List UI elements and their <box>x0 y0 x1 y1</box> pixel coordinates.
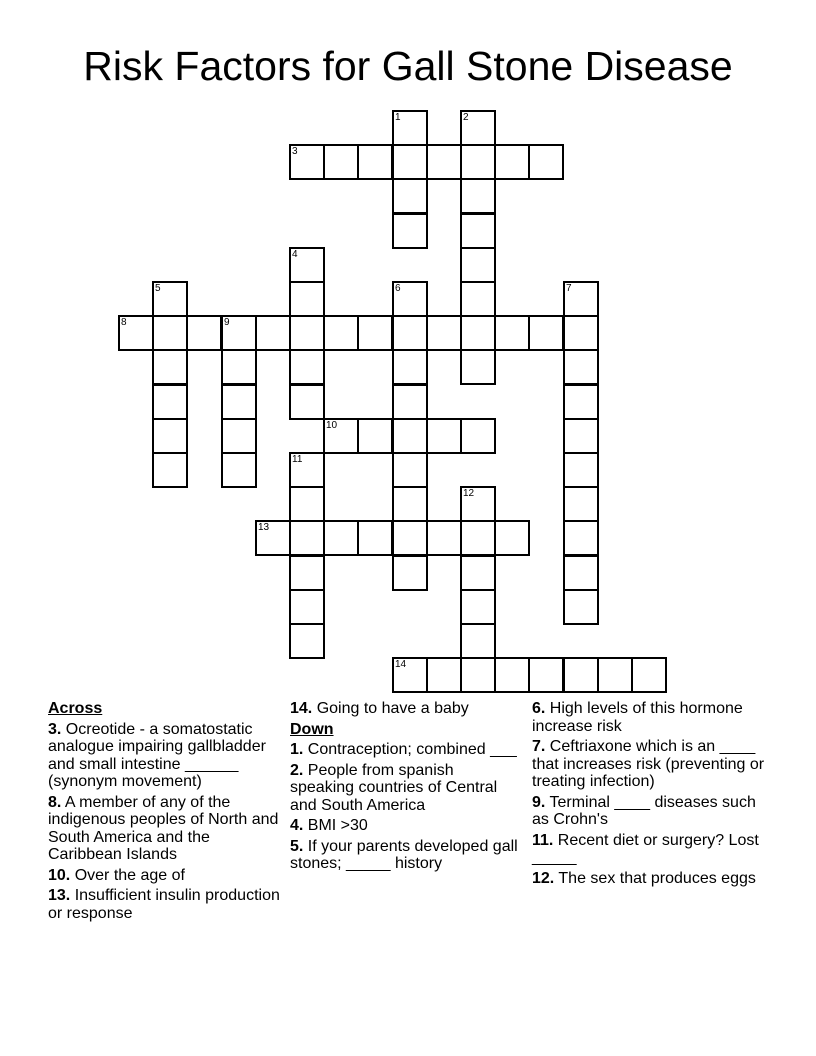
grid-cell[interactable] <box>323 418 359 454</box>
cell-number: 3 <box>292 146 298 157</box>
clues-column-1 <box>48 700 283 925</box>
clue-number: 11. <box>532 831 554 849</box>
cell-number: 4 <box>292 249 298 260</box>
grid-cell[interactable] <box>494 657 530 693</box>
cell-number: 11 <box>292 454 303 465</box>
grid-cell[interactable] <box>221 452 257 488</box>
grid-cell[interactable] <box>392 657 428 693</box>
grid-cell[interactable] <box>392 178 428 214</box>
clue-text: BMI >30 <box>303 817 368 834</box>
clue-down-9 <box>532 794 767 829</box>
grid-cell[interactable] <box>460 623 496 659</box>
clue-number: 5. <box>290 837 304 855</box>
grid-cell[interactable] <box>289 281 325 317</box>
clue-text: People from spanish speaking countries of Central and South America <box>290 761 498 814</box>
clue-text: Ceftriaxone which is an ____ that increases risk (preventing or treating infection) <box>532 738 765 790</box>
grid-cell[interactable] <box>392 281 428 317</box>
grid-cell[interactable] <box>392 452 428 488</box>
grid-cell[interactable] <box>392 144 428 180</box>
cell-number: 7 <box>566 283 572 294</box>
grid-cell[interactable] <box>460 315 496 351</box>
grid-cell[interactable] <box>289 349 325 385</box>
grid-cell[interactable] <box>460 349 496 385</box>
grid-cell[interactable] <box>289 555 325 591</box>
grid-cell[interactable] <box>152 349 188 385</box>
grid-cell[interactable] <box>186 315 222 351</box>
grid-cell[interactable] <box>426 520 462 556</box>
grid-cell[interactable] <box>221 315 257 351</box>
grid-cell[interactable] <box>563 384 599 420</box>
grid-cell[interactable] <box>563 520 599 556</box>
grid-cell[interactable] <box>563 315 599 351</box>
grid-cell[interactable] <box>460 520 496 556</box>
grid-cell[interactable] <box>152 452 188 488</box>
grid-cell[interactable] <box>460 589 496 625</box>
clue-number: 2. <box>290 761 304 779</box>
clue-across-3 <box>48 721 283 791</box>
clue-number: 4. <box>290 817 304 834</box>
clue-number: 9. <box>532 793 546 811</box>
grid-cell[interactable] <box>494 315 530 351</box>
grid-cell[interactable] <box>563 452 599 488</box>
grid-cell[interactable] <box>563 486 599 522</box>
clue-number: 13. <box>48 887 71 904</box>
grid-cell[interactable] <box>289 384 325 420</box>
grid-cell[interactable] <box>289 486 325 522</box>
grid-cell[interactable] <box>426 657 462 693</box>
grid-cell[interactable] <box>221 418 257 454</box>
clue-across-8 <box>48 794 283 864</box>
grid-cell[interactable] <box>392 486 428 522</box>
grid-cell[interactable] <box>460 555 496 591</box>
grid-cell[interactable] <box>221 349 257 385</box>
grid-cell[interactable] <box>528 657 564 693</box>
grid-cell[interactable] <box>392 418 428 454</box>
clue-across-13 <box>48 887 283 922</box>
grid-cell[interactable] <box>563 349 599 385</box>
clue-number: 14. <box>290 700 313 717</box>
grid-cell[interactable] <box>289 623 325 659</box>
grid-cell[interactable] <box>426 315 462 351</box>
clue-across-14 <box>290 700 520 718</box>
grid-cell[interactable] <box>597 657 633 693</box>
grid-cell[interactable] <box>528 315 564 351</box>
clue-text: Insufficient insulin production or response <box>48 887 280 922</box>
page-title: Risk Factors for Gall Stone Disease <box>83 43 733 89</box>
grid-cell[interactable] <box>392 384 428 420</box>
clue-number: 8. <box>48 793 62 811</box>
clue-down-7 <box>532 738 767 791</box>
clue-down-12 <box>532 870 767 888</box>
cell-number: 14 <box>395 659 407 670</box>
grid-cell[interactable] <box>118 315 154 351</box>
grid-cell[interactable] <box>563 281 599 317</box>
grid-cell[interactable] <box>152 418 188 454</box>
grid-cell[interactable] <box>392 349 428 385</box>
clues-column-3 <box>532 700 767 890</box>
grid-cell[interactable] <box>323 520 359 556</box>
grid-cell[interactable] <box>494 520 530 556</box>
clue-number: 3. <box>48 720 62 738</box>
clue-text: Going to have a baby <box>312 700 469 717</box>
grid-cell[interactable] <box>255 520 291 556</box>
cell-number: 12 <box>463 488 475 499</box>
grid-cell[interactable] <box>528 144 564 180</box>
grid-cell[interactable] <box>323 144 359 180</box>
grid-cell[interactable] <box>221 384 257 420</box>
cell-number: 9 <box>224 317 230 328</box>
cell-number: 6 <box>395 283 401 294</box>
across-heading: Across <box>48 700 103 717</box>
cell-number: 5 <box>155 283 161 294</box>
cell-number: 1 <box>395 112 401 123</box>
grid-cell[interactable] <box>357 144 393 180</box>
grid-cell[interactable] <box>563 555 599 591</box>
grid-cell[interactable] <box>152 315 188 351</box>
grid-cell[interactable] <box>152 281 188 317</box>
clue-text: Terminal ____ diseases such as Crohn's <box>532 793 756 828</box>
grid-cell[interactable] <box>289 520 325 556</box>
clue-text: The sex that produces eggs <box>554 869 756 887</box>
cell-number: 8 <box>121 317 127 328</box>
grid-cell[interactable] <box>255 315 291 351</box>
grid-cell[interactable] <box>289 589 325 625</box>
clue-number: 6. <box>532 700 546 717</box>
down-heading: Down <box>290 720 334 738</box>
grid-cell[interactable] <box>289 247 325 283</box>
grid-cell[interactable] <box>460 213 496 249</box>
grid-cell[interactable] <box>392 520 428 556</box>
clue-number: 1. <box>290 741 304 758</box>
clues-column-2 <box>290 700 520 876</box>
grid-cell[interactable] <box>392 110 428 146</box>
grid-cell[interactable] <box>460 110 496 146</box>
cell-number: 10 <box>326 420 338 431</box>
grid-cell[interactable] <box>460 281 496 317</box>
clue-text: Ocreotide - a somatostatic analogue impairing gallbladder and small intestine ______ (synonym movement) <box>48 720 266 790</box>
grid-cell[interactable] <box>392 555 428 591</box>
grid-cell[interactable] <box>289 315 325 351</box>
grid-cell[interactable] <box>357 418 393 454</box>
grid-cell[interactable] <box>460 144 496 180</box>
clue-number: 10. <box>48 866 71 884</box>
cell-number: 2 <box>463 112 469 123</box>
clue-text: Contraception; combined ___ <box>303 741 517 758</box>
clue-across-10 <box>48 867 283 885</box>
grid-cell[interactable] <box>152 384 188 420</box>
grid-cell[interactable] <box>392 213 428 249</box>
clue-text: High levels of this hormone increase risk <box>532 700 743 735</box>
grid-cell[interactable] <box>460 418 496 454</box>
grid-cell[interactable] <box>631 657 667 693</box>
clue-text: A member of any of the indigenous peoples of North and South America and the Caribbean Islands <box>48 793 279 863</box>
clue-down-2 <box>290 762 520 815</box>
grid-cell[interactable] <box>563 657 599 693</box>
clue-down-4 <box>290 817 520 835</box>
clue-down-11 <box>532 832 767 867</box>
clue-number: 7. <box>532 738 546 755</box>
clue-down-5 <box>290 838 520 873</box>
clue-text: If your parents developed gall stones; _____ history <box>290 837 518 872</box>
grid-cell[interactable] <box>289 452 325 488</box>
grid-cell[interactable] <box>392 315 428 351</box>
grid-cell[interactable] <box>460 657 496 693</box>
grid-cell[interactable] <box>494 144 530 180</box>
clue-down-6 <box>532 700 767 735</box>
grid-cell[interactable] <box>426 418 462 454</box>
grid-cell[interactable] <box>357 315 393 351</box>
clue-text: Recent diet or surgery? Lost _____ <box>532 831 759 866</box>
grid-cell[interactable] <box>357 520 393 556</box>
cell-number: 13 <box>258 522 270 533</box>
grid-cell[interactable] <box>563 589 599 625</box>
grid-cell[interactable] <box>460 247 496 283</box>
clue-down-1 <box>290 741 520 759</box>
grid-cell[interactable] <box>460 178 496 214</box>
grid-cell[interactable] <box>460 486 496 522</box>
grid-cell[interactable] <box>426 144 462 180</box>
grid-cell[interactable] <box>289 144 325 180</box>
grid-cell[interactable] <box>323 315 359 351</box>
clue-number: 12. <box>532 869 555 887</box>
clue-text: Over the age of <box>70 866 185 884</box>
grid-cell[interactable] <box>563 418 599 454</box>
